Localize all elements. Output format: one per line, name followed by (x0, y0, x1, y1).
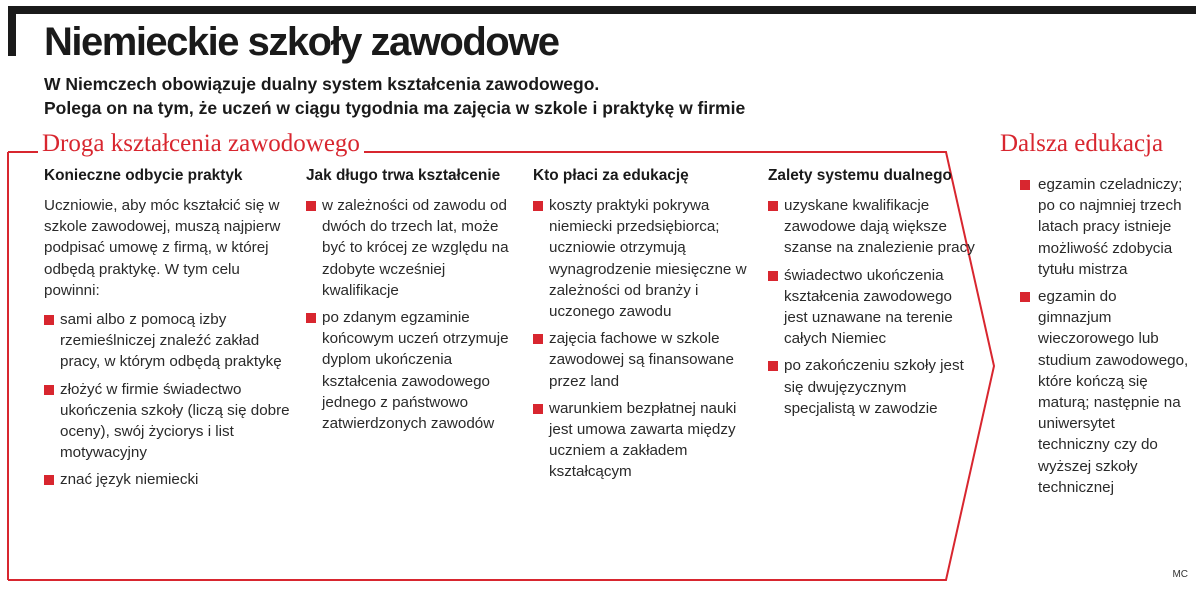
bullet-square-icon (44, 315, 54, 325)
bullet-square-icon (44, 475, 54, 485)
list-item: świadectwo ukończenia kształcenia zawodowego jest uznawane na terenie całych Niemiec (768, 265, 978, 350)
bullet-square-icon (533, 201, 543, 211)
column-heading: Jak długo trwa kształcenie (306, 167, 501, 184)
bullet-square-icon (306, 201, 316, 211)
list-item: złożyć w firmie świadectwo ukończenia szkoły (liczą się dobre oceny), swój życiorys i list motywacyjny (44, 379, 294, 464)
section-title-further: Dalsza edukacja (996, 130, 1167, 158)
list-item: koszty praktyki pokrywa niemiecki przedsiębiorca; uczniowie otrzymują wynagrodzenie miesięczne w zależności od branży i uczonego zawodu (533, 195, 753, 322)
column-funding (533, 166, 753, 489)
list-item: zajęcia fachowe w szkole zawodowej są finansowane przez land (533, 328, 753, 392)
page-title: Niemieckie szkoły zawodowe (44, 20, 559, 64)
bullet-square-icon (768, 201, 778, 211)
section-title-path: Droga kształcenia zawodowego (38, 130, 364, 158)
list-item: egzamin do gimnazjum wieczorowego lub studium zawodowego, które kończą się maturą; następnie na uniwersytet techniczny czy do wyższej szkoły technicznej (1020, 286, 1190, 498)
bullet-square-icon (1020, 292, 1030, 302)
column-heading: Kto płaci za edukację (533, 167, 689, 184)
list-item: egzamin czeladniczy; po co najmniej trzech latach pracy istnieje możliwość zdobycia tytułu mistrza (1020, 174, 1190, 280)
bullet-square-icon (306, 313, 316, 323)
bullet-square-icon (533, 404, 543, 414)
bullet-square-icon (768, 271, 778, 281)
bullet-square-icon (44, 385, 54, 395)
list-item: sami albo z pomocą izby rzemieślniczej znaleźć zakład pracy, w którym odbędą praktykę (44, 309, 294, 373)
column-advantages (768, 166, 978, 425)
list-item: w zależności od zawodu od dwóch do trzech lat, może być to krócej ze względu na zdobyte wcześniej kwalifikacje (306, 195, 516, 301)
list-item: warunkiem bezpłatnej nauki jest umowa zawarta między uczniem a zakładem kształcącym (533, 398, 753, 483)
column-duration (306, 166, 516, 440)
column-further-education (1020, 174, 1190, 504)
list-item: znać język niemiecki (44, 469, 294, 490)
bullet-square-icon (533, 334, 543, 344)
bullet-square-icon (768, 361, 778, 371)
subtitle-line-1: W Niemczech obowiązuje dualny system kształcenia zawodowego. (44, 74, 600, 94)
column-intro: Uczniowie, aby móc kształcić się w szkole zawodowej, muszą najpierw podpisać umowę z firmą, w której odbędą praktykę. W tym celu powinni: (44, 197, 281, 299)
column-heading: Zalety systemu dualnego (768, 167, 952, 184)
list-item: po zdanym egzaminie końcowym uczeń otrzymuje dyplom ukończenia kształcenia zawodowego jednego z państwowo zatwierdzonych zawodów (306, 307, 516, 434)
column-internships (44, 166, 294, 497)
list-item: po zakończeniu szkoły jest się dwujęzycznym specjalistą w zawodzie (768, 355, 978, 419)
credit-initials: MC (1172, 569, 1188, 580)
column-heading: Konieczne odbycie praktyk (44, 167, 243, 184)
subtitle-line-2: Polega on na tym, że uczeń w ciągu tygodnia ma zajęcia w szkole i praktykę w firmie (44, 98, 746, 118)
list-item: uzyskane kwalifikacje zawodowe dają większe szanse na znalezienie pracy (768, 195, 978, 259)
bullet-square-icon (1020, 180, 1030, 190)
